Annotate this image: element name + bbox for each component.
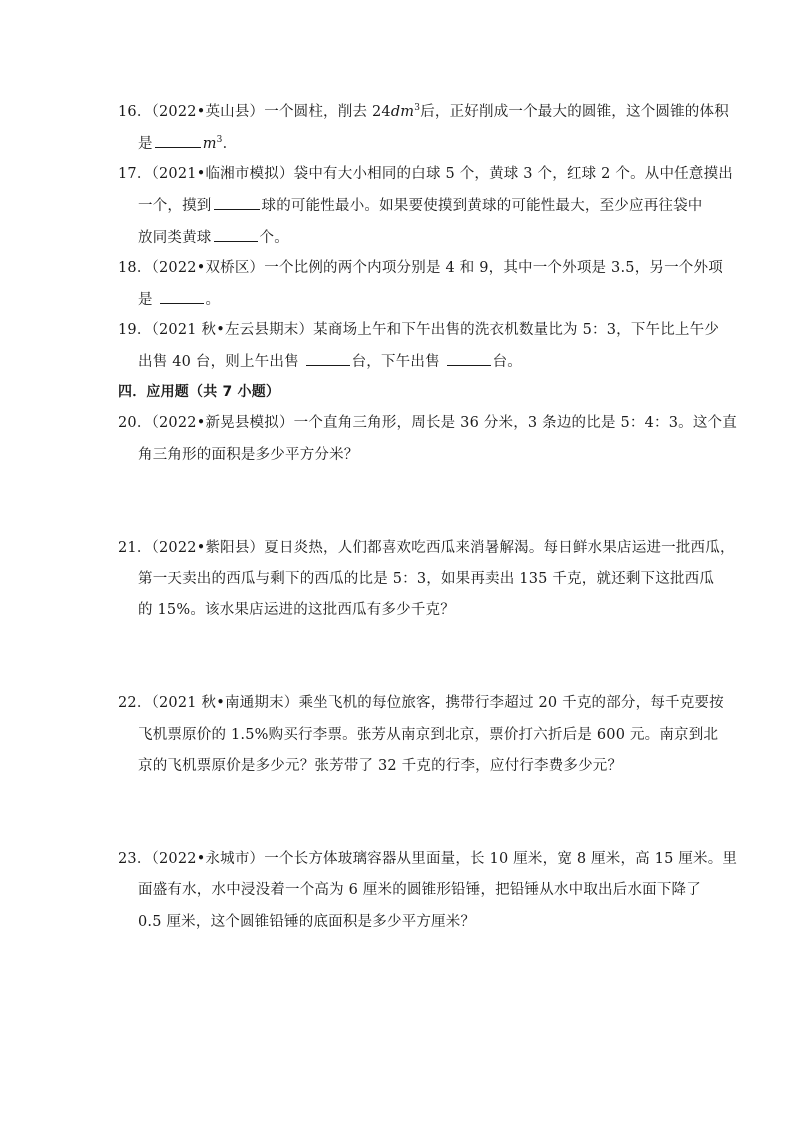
q22-line-2: 飞机票原价的 1.5%购买行李票。张芳从南京到北京，票价打六折后是 600 元。南京到北 <box>138 727 719 743</box>
q17-text-d: 个。 <box>259 230 289 246</box>
q17-line-2 <box>138 195 703 216</box>
q16-text-b: 后，正好削成一个最大的圆锥，这个圆锥的体积 <box>420 104 729 120</box>
q19-text-a: 出售 40 台，则上午出售 <box>138 354 304 370</box>
q19-text-c: 台。 <box>492 354 522 370</box>
q19-line-2 <box>138 351 522 372</box>
q22-line-1: 22．（2021 秋•南通期末）乘坐飞机的每位旅客，携带行李超过 20 千克的部分，每千克要按 <box>118 695 724 711</box>
q17-text-a: 一个，摸到 <box>138 198 212 214</box>
q23-line-2: 面盛有水，水中浸没着一个高为 6 厘米的圆锥形铅锤，把铅锤从水中取出后水面下降了 <box>138 882 701 898</box>
q18-line-2 <box>138 289 220 310</box>
q16-text-d: ． <box>222 136 238 152</box>
q19-line-1: 19．（2021 秋•左云县期末）某商场上午和下午出售的洗衣机数量比为 5：3，下午比上午少 <box>118 322 720 338</box>
q18-text-b: 。 <box>205 292 221 308</box>
q23-line-1: 23．（2022•永城市）一个长方体玻璃容器从里面量，长 10 厘米，宽 8 厘米，高 15 厘米。里 <box>118 851 738 867</box>
q16-text-c: 是 <box>138 136 153 152</box>
q16-line-1 <box>118 102 729 122</box>
q16-line-2 <box>138 133 237 154</box>
q21-line-2: 第一天卖出的西瓜与剩下的西瓜的比是 5：3，如果再卖出 135 千克，就还剩下这批西瓜 <box>138 571 715 587</box>
q18-text-a: 是 <box>138 292 158 308</box>
q16-unit-m: m <box>202 136 217 152</box>
q17-answer-blank-1[interactable] <box>214 195 260 210</box>
q16-exponent-2: 3 <box>216 135 223 146</box>
q17-answer-blank-2[interactable] <box>214 227 258 242</box>
section-heading-applications: 四．应用题（共 7 小题） <box>118 384 281 400</box>
q21-line-1: 21．（2022•紫阳县）夏日炎热，人们都喜欢吃西瓜来消暑解渴。每日鲜水果店运进一批西瓜， <box>118 540 735 556</box>
q17-text-b: 球的可能性最小。如果要使摸到黄球的可能性最大，至少应再往袋中 <box>261 198 703 214</box>
q16-unit-dm: dm <box>390 104 415 120</box>
q19-text-b: 台，下午出售 <box>351 354 445 370</box>
q17-line-1: 17．（2021•临湘市模拟）袋中有大小相同的白球 5 个，黄球 3 个，红球 2 个。从中任意摸出 <box>118 166 733 182</box>
q16-text-a: 16．（2022•英山县）一个圆柱，削去 24 <box>118 104 391 120</box>
q20-line-2: 角三角形的面积是多少平方分米？ <box>138 447 359 463</box>
q21-line-3: 的 15%。该水果店运进的这批西瓜有多少千克？ <box>138 602 455 618</box>
q22-line-3: 京的飞机票原价是多少元？张芳带了 32 千克的行李，应付行李费多少元？ <box>138 758 623 774</box>
q19-answer-blank-1[interactable] <box>306 351 350 366</box>
q23-line-3: 0.5 厘米，这个圆锥铅锤的底面积是多少平方厘米？ <box>138 914 476 930</box>
q16-exponent: 3 <box>414 103 421 114</box>
q19-answer-blank-2[interactable] <box>447 351 491 366</box>
q18-line-1: 18．（2022•双桥区）一个比例的两个内项分别是 4 和 9，其中一个外项是 3.5，另一个外项 <box>118 260 723 276</box>
q20-line-1: 20．（2022•新晃县模拟）一个直角三角形，周长是 36 分米，3 条边的比是 5：4：3。这个直 <box>118 415 737 431</box>
q18-answer-blank[interactable] <box>160 289 204 304</box>
q17-text-c: 放同类黄球 <box>138 230 212 246</box>
q17-line-3 <box>138 227 289 248</box>
q16-answer-blank[interactable] <box>155 133 201 148</box>
